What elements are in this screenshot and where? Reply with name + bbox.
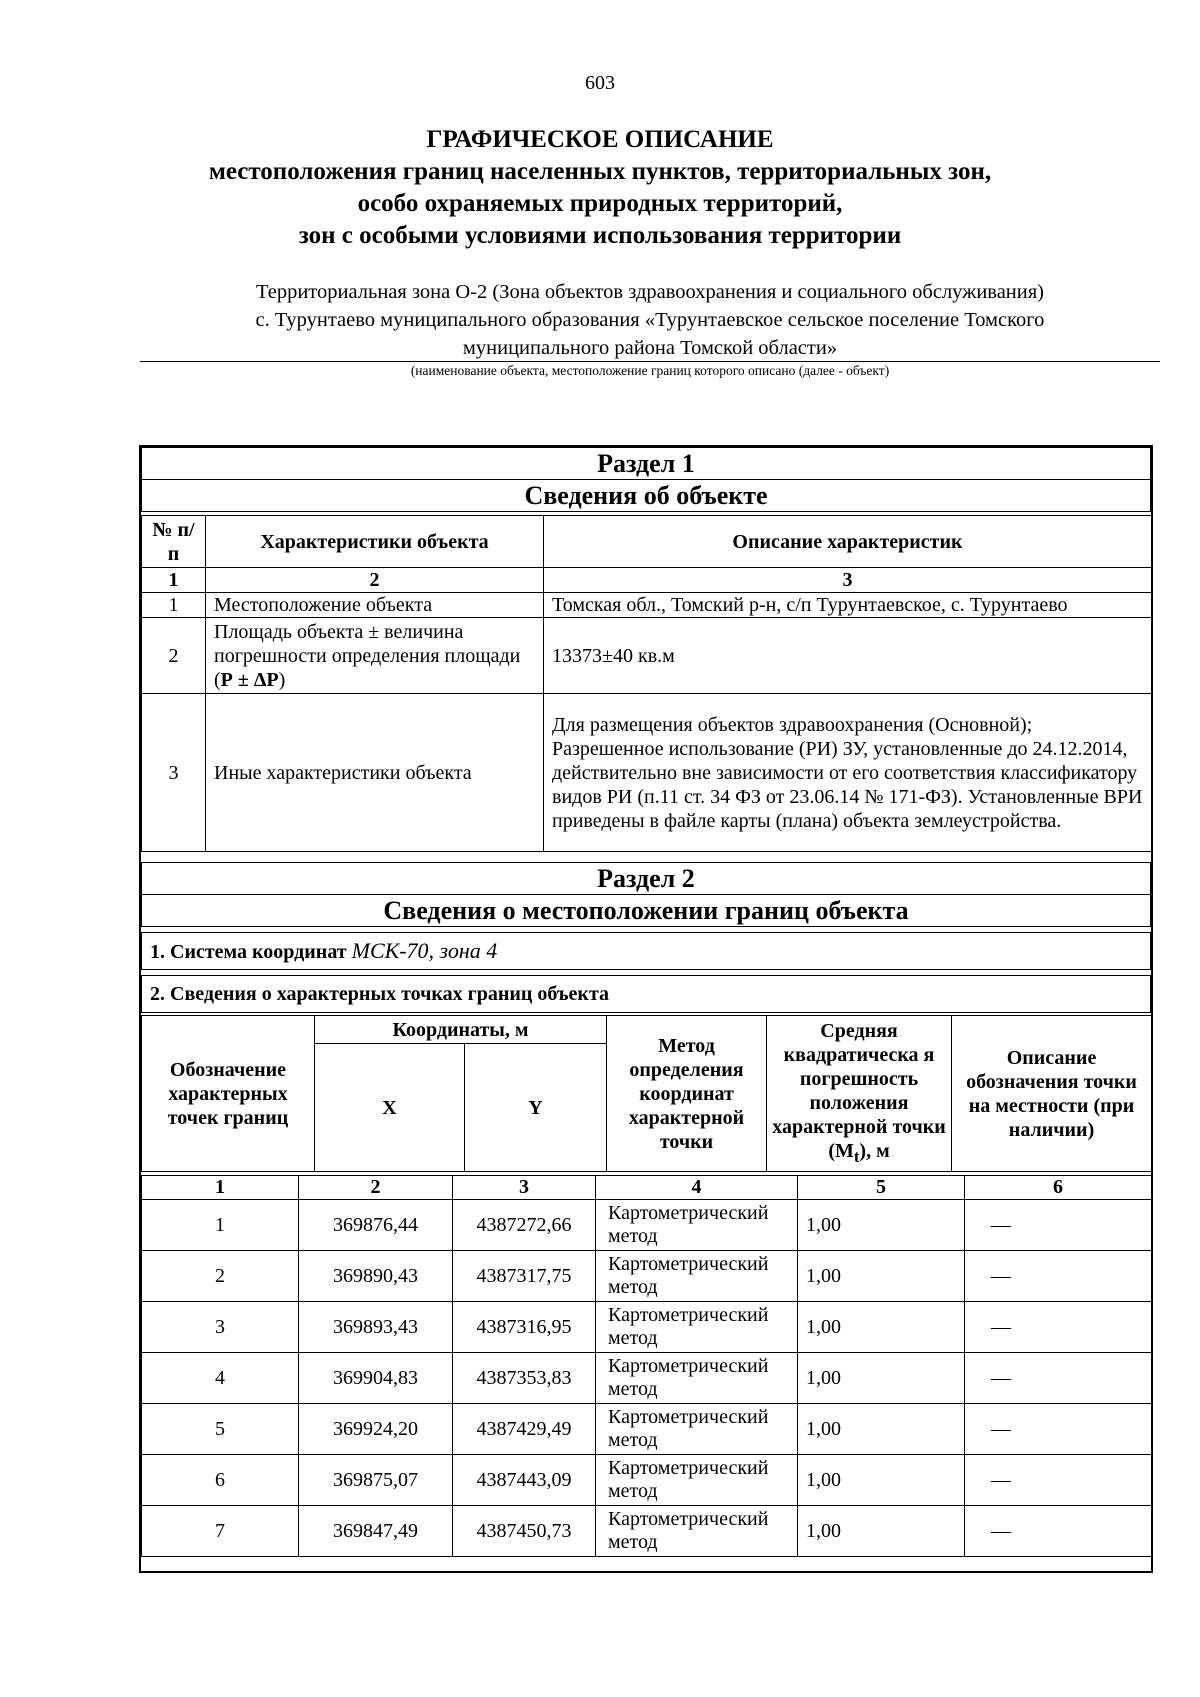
point-id: 2 <box>142 1251 299 1302</box>
header-x: X <box>315 1044 465 1172</box>
point-id: 6 <box>142 1455 299 1506</box>
row-num: 1 <box>142 593 206 618</box>
object-name <box>140 278 1160 362</box>
column-number: 5 <box>798 1176 965 1200</box>
column-number: 3 <box>453 1176 596 1200</box>
point-x: 369847,49 <box>299 1506 453 1557</box>
error-subscript: t <box>853 1146 860 1166</box>
point-x: 369904,83 <box>299 1353 453 1404</box>
point-y: 4387443,09 <box>453 1455 596 1506</box>
characteristic-formula: Р ± ΔР <box>220 668 279 691</box>
row-description: Для размещения объектов здравоохранения (Основной); Разрешенное использование (РИ) ЗУ, установленные до 24.12.2014, действительно вне зависимости от его соответствия классификатору видов РИ (п.11 ст. 34 ФЗ от 23.06.14 № 171-ФЗ). Установленные ВРИ приведены в файле карты (плана) объекта землеустройства. <box>544 694 1152 852</box>
object-name-line: с. Турунтаево муниципального образования «Турунтаевское сельское поселение Томского <box>255 309 1045 331</box>
column-number: 6 <box>965 1176 1152 1200</box>
points-label: 2. Сведения о характерных точках границ объекта <box>142 976 1151 1013</box>
header-num: № п/п <box>142 516 206 568</box>
object-info-table <box>141 515 1152 852</box>
point-error: 1,00 <box>798 1302 965 1353</box>
points-band <box>141 975 1151 1013</box>
row-num: 3 <box>142 694 206 852</box>
section2-subtitle: Сведения о местоположении границ объекта <box>142 895 1151 927</box>
header-designation: Обозначение характерных точек границ <box>142 1016 315 1172</box>
point-y: 4387353,83 <box>453 1353 596 1404</box>
error-text-end: ), м <box>859 1139 890 1162</box>
point-error: 1,00 <box>798 1404 965 1455</box>
point-id: 3 <box>142 1302 299 1353</box>
point-description: — <box>965 1455 1152 1506</box>
table-row <box>142 1251 1152 1302</box>
point-description: — <box>965 1506 1152 1557</box>
table-row <box>142 1506 1152 1557</box>
row-characteristic <box>206 618 544 694</box>
point-x: 369875,07 <box>299 1455 453 1506</box>
section2-header <box>141 862 1151 927</box>
point-y: 4387316,95 <box>453 1302 596 1353</box>
coordinate-system <box>142 933 1151 970</box>
section2-title: Раздел 2 <box>142 863 1151 895</box>
point-method: Картометрический метод <box>596 1200 798 1251</box>
point-id: 1 <box>142 1200 299 1251</box>
table-row <box>142 1302 1152 1353</box>
points-table-header <box>141 1015 1152 1172</box>
table-row <box>142 593 1152 618</box>
points-table <box>141 1175 1152 1557</box>
header-point-description: Описание обозначения точки на местности (при наличии) <box>952 1016 1152 1172</box>
row-description: 13373±40 кв.м <box>544 618 1152 694</box>
point-description: — <box>965 1200 1152 1251</box>
document-title <box>0 124 1200 252</box>
point-description: — <box>965 1353 1152 1404</box>
point-x: 369893,43 <box>299 1302 453 1353</box>
header-characteristics: Характеристики объекта <box>206 516 544 568</box>
point-id: 7 <box>142 1506 299 1557</box>
point-method: Картометрический метод <box>596 1506 798 1557</box>
row-characteristic: Местоположение объекта <box>206 593 544 618</box>
row-description: Томская обл., Томский р-н, с/п Турунтаевское, с. Турунтаево <box>544 593 1152 618</box>
table-row <box>142 618 1152 694</box>
section1-title: Раздел 1 <box>142 448 1151 480</box>
column-number: 1 <box>142 568 206 593</box>
point-description: — <box>965 1404 1152 1455</box>
point-y: 4387317,75 <box>453 1251 596 1302</box>
table-row <box>142 694 1152 852</box>
object-caption: (наименование объекта, местоположение границ которого описано (далее - объект) <box>410 363 890 378</box>
point-y: 4387272,66 <box>453 1200 596 1251</box>
point-x: 369890,43 <box>299 1251 453 1302</box>
point-y: 4387450,73 <box>453 1506 596 1557</box>
error-text: Средняя квадратическа я погрешность положения характерной точки (M <box>772 1019 946 1162</box>
coordinate-system-value: МСК-70, зона 4 <box>351 938 498 963</box>
row-num: 2 <box>142 618 206 694</box>
point-id: 4 <box>142 1353 299 1404</box>
point-method: Картометрический метод <box>596 1251 798 1302</box>
row-characteristic: Иные характеристики объекта <box>206 694 544 852</box>
table-row <box>142 1455 1152 1506</box>
point-y: 4387429,49 <box>453 1404 596 1455</box>
title-line: особо охраняемых природных территорий, <box>357 190 843 217</box>
header-coordinates: Координаты, м <box>315 1016 607 1044</box>
point-description: — <box>965 1251 1152 1302</box>
point-error: 1,00 <box>798 1251 965 1302</box>
column-number: 2 <box>299 1176 453 1200</box>
section1-subtitle: Сведения об объекте <box>142 480 1151 512</box>
column-number: 3 <box>544 568 1152 593</box>
point-method: Картометрический метод <box>596 1455 798 1506</box>
point-id: 5 <box>142 1404 299 1455</box>
coordinate-system-label: 1. Система координат <box>150 941 347 963</box>
title-line: ГРАФИЧЕСКОЕ ОПИСАНИЕ <box>426 126 774 153</box>
title-line: зон с особыми условиями использования территории <box>298 222 902 249</box>
header-method: Метод определения координат характерной точки <box>607 1016 767 1172</box>
point-method: Картометрический метод <box>596 1302 798 1353</box>
point-x: 369876,44 <box>299 1200 453 1251</box>
section1-header <box>141 447 1151 512</box>
coordinate-system-band <box>141 932 1151 970</box>
header-y: Y <box>465 1044 607 1172</box>
point-error: 1,00 <box>798 1353 965 1404</box>
point-error: 1,00 <box>798 1506 965 1557</box>
title-line: местоположения границ населенных пунктов, территориальных зон, <box>208 158 992 185</box>
column-number: 1 <box>142 1176 299 1200</box>
point-x: 369924,20 <box>299 1404 453 1455</box>
header-description: Описание характеристик <box>544 516 1152 568</box>
column-number: 2 <box>206 568 544 593</box>
table-row <box>142 1200 1152 1251</box>
column-number: 4 <box>596 1176 798 1200</box>
object-name-line: Территориальная зона О-2 (Зона объектов здравоохранения и социального обслуживания) <box>256 281 1044 303</box>
point-method: Картометрический метод <box>596 1404 798 1455</box>
page-number: 603 <box>585 72 615 94</box>
table-row <box>142 1353 1152 1404</box>
table-row <box>142 1404 1152 1455</box>
point-description: — <box>965 1302 1152 1353</box>
characteristic-text-end: ) <box>278 668 286 691</box>
characteristic-text: Площадь объекта ± величина погрешности определения площади ( <box>214 620 521 691</box>
underline-rule <box>140 361 1160 362</box>
header-error <box>767 1016 952 1172</box>
point-method: Картометрический метод <box>596 1353 798 1404</box>
point-error: 1,00 <box>798 1200 965 1251</box>
point-error: 1,00 <box>798 1455 965 1506</box>
object-name-line: муниципального района Томской области» <box>462 337 838 359</box>
